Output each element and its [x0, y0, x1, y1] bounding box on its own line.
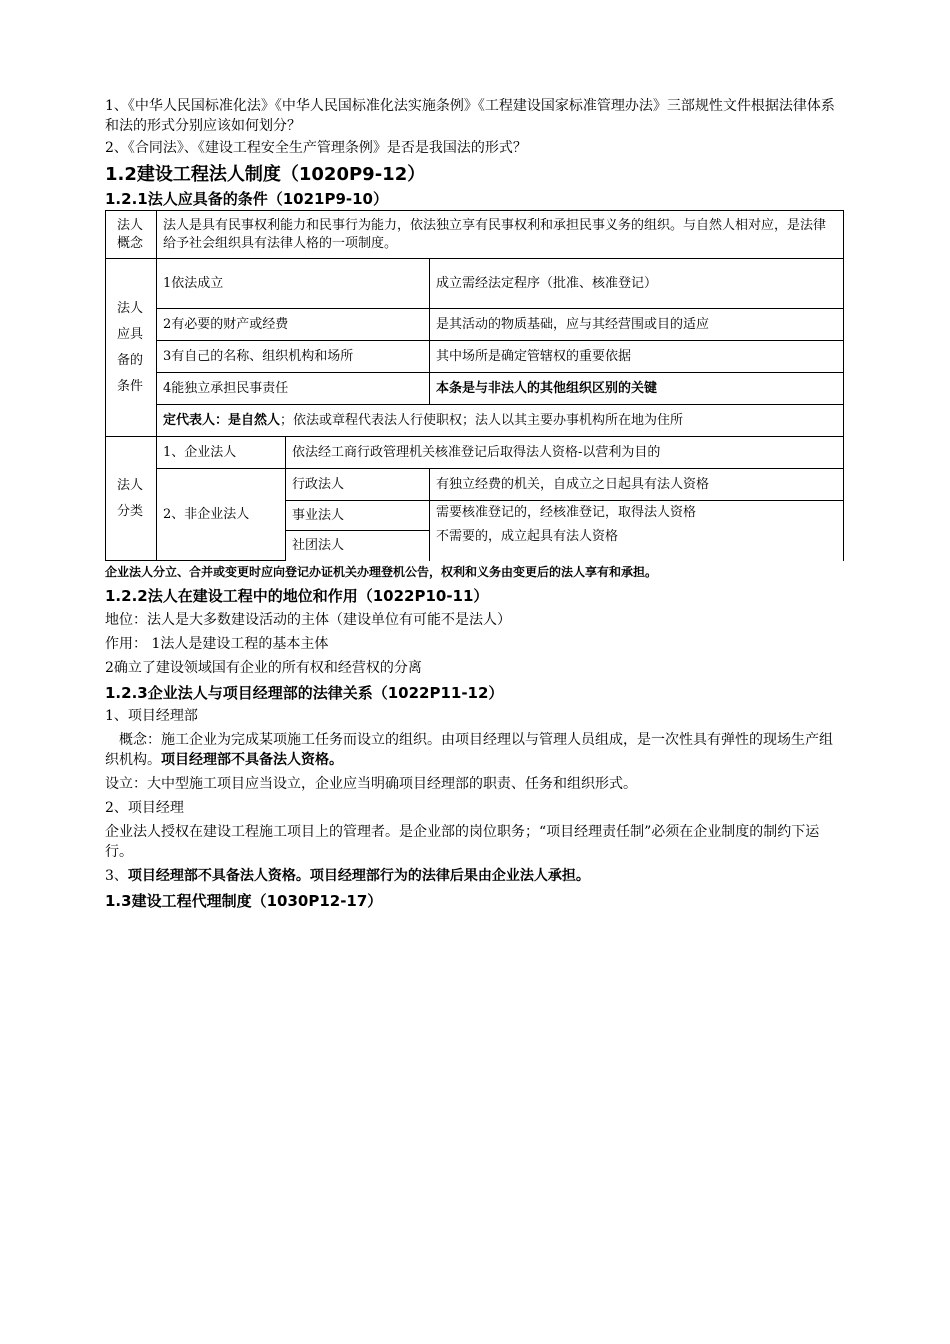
- public-desc-line-2: 不需要的，成立起具有法人资格: [436, 529, 619, 544]
- project-manager-text: 企业法人授权在建设工程施工项目上的管理者。是企业部的岗位职务；“项目经理责任制”必须在企业制度的制约下运行。: [105, 824, 820, 860]
- non-enterprise-label: 2、非企业法人: [157, 469, 286, 561]
- condition-desc: 其中场所是确定管辖权的重要依据: [430, 341, 844, 373]
- table-row: [106, 341, 844, 373]
- question-2: 2、《合同法》、《建设工程安全生产管理条例》是否是我国法的形式？: [105, 140, 527, 156]
- admin-label: 行政法人: [286, 469, 430, 501]
- conditions-label: 法人应具备的条件: [117, 300, 144, 394]
- conditions-label-cell: [106, 259, 157, 437]
- representative-rest: ；依法或章程代表法人行使职权；法人以其主要办事机构所在地为住所: [280, 412, 684, 428]
- legal-representative-row: [157, 405, 844, 437]
- social-organization-label: 社团法人: [286, 531, 430, 561]
- condition-item: 1依法成立: [157, 259, 430, 309]
- project-dept-concept: [105, 730, 845, 770]
- representative-bold: 定代表人：是自然人: [163, 412, 281, 428]
- table-row: [106, 437, 844, 469]
- legal-person-role-2: 2确立了建设领域国有企业的所有权和经营权的分离: [105, 660, 422, 676]
- legal-person-role: 作用： 1法人是建设工程的基本主体: [105, 636, 329, 652]
- public-institution-desc: [430, 501, 844, 561]
- classification-label-cell: [106, 437, 157, 561]
- table-row: [106, 373, 844, 405]
- consequence-bold: 项目经理部不具备法人资格。项目经理部行为的法律后果由企业法人承担。: [127, 868, 590, 884]
- public-institution-label: 事业法人: [286, 501, 430, 531]
- section-1-3-heading: 1.3建设工程代理制度（1030P12-17）: [105, 892, 383, 910]
- table-row: [106, 469, 844, 501]
- condition-item: 3有自己的名称、组织机构和场所: [157, 341, 430, 373]
- concept-label-cell: [106, 211, 157, 259]
- public-desc-line-1: 需要核准登记的，经核准登记，取得法人资格: [436, 505, 697, 520]
- project-dept-setup: 设立：大中型施工项目应当设立，企业应当明确项目经理部的职责、任务和组织形式。: [105, 776, 637, 792]
- condition-desc-key: 本条是与非法人的其他组织区别的关键: [430, 373, 844, 405]
- section-1-2-2-heading: 1.2.2法人在建设工程中的地位和作用（1022P10-11）: [105, 587, 489, 605]
- condition-desc: 是其活动的物质基础，应与其经营围或目的适应: [430, 309, 844, 341]
- enterprise-desc: 依法经工商行政管理机关核准登记后取得法人资格-以营利为目的: [286, 437, 844, 469]
- table-row: [106, 405, 844, 437]
- table-row: [106, 259, 844, 309]
- section-1-2-heading: 1.2建设工程法人制度（1020P9-12）: [105, 164, 426, 185]
- concept-text: 概念：施工企业为完成某项施工任务而设立的组织。由项目经理以与管理人员组成，是一次性具有弹性的现场生产组织机构。: [105, 732, 833, 768]
- condition-item: 4能独立承担民事责任: [157, 373, 430, 405]
- table-row: [106, 309, 844, 341]
- concept-bold: 项目经理部不具备法人资格。: [161, 752, 343, 768]
- legal-consequence: [105, 866, 845, 886]
- admin-desc: 有独立经费的机关，自成立之日起具有法人资格: [430, 469, 844, 501]
- classification-label: 法人分类: [117, 477, 144, 519]
- table-row: [106, 211, 844, 259]
- condition-item: 2有必要的财产或经费: [157, 309, 430, 341]
- section-1-2-3-heading: 1.2.3企业法人与项目经理部的法律关系（1022P11-12）: [105, 684, 504, 702]
- document-page: [105, 96, 845, 912]
- item-number: 3、: [105, 868, 128, 884]
- question-1: 1、《中华人民国标准化法》《中华人民国标准化法实施条例》《工程建设国家标准管理办法》三部规性文件根据法律体系和法的形式分别应该如何划分？: [105, 98, 835, 134]
- change-note: 企业法人分立、合并或变更时应向登记办证机关办理登机公告，权利和义务由变更后的法人享有和承担。: [105, 565, 658, 579]
- project-dept-heading: 1、项目经理部: [105, 708, 198, 724]
- concept-text: 法人是具有民事权利能力和民事行为能力，依法独立享有民事权利和承担民事义务的组织。与自然人相对应，是法律给予社会组织具有法律人格的一项制度。: [157, 211, 844, 259]
- section-1-2-1-heading: 1.2.1法人应具备的条件（1021P9-10）: [105, 190, 388, 208]
- enterprise-label: 1、企业法人: [157, 437, 286, 469]
- legal-person-table: [105, 210, 844, 561]
- project-manager-heading: 2、项目经理: [105, 800, 184, 816]
- condition-desc: 成立需经法定程序（批准、核准登记）: [430, 259, 844, 309]
- legal-person-status: 地位：法人是大多数建设活动的主体（建设单位有可能不是法人）: [105, 612, 511, 628]
- concept-label: 法人概念: [117, 217, 144, 251]
